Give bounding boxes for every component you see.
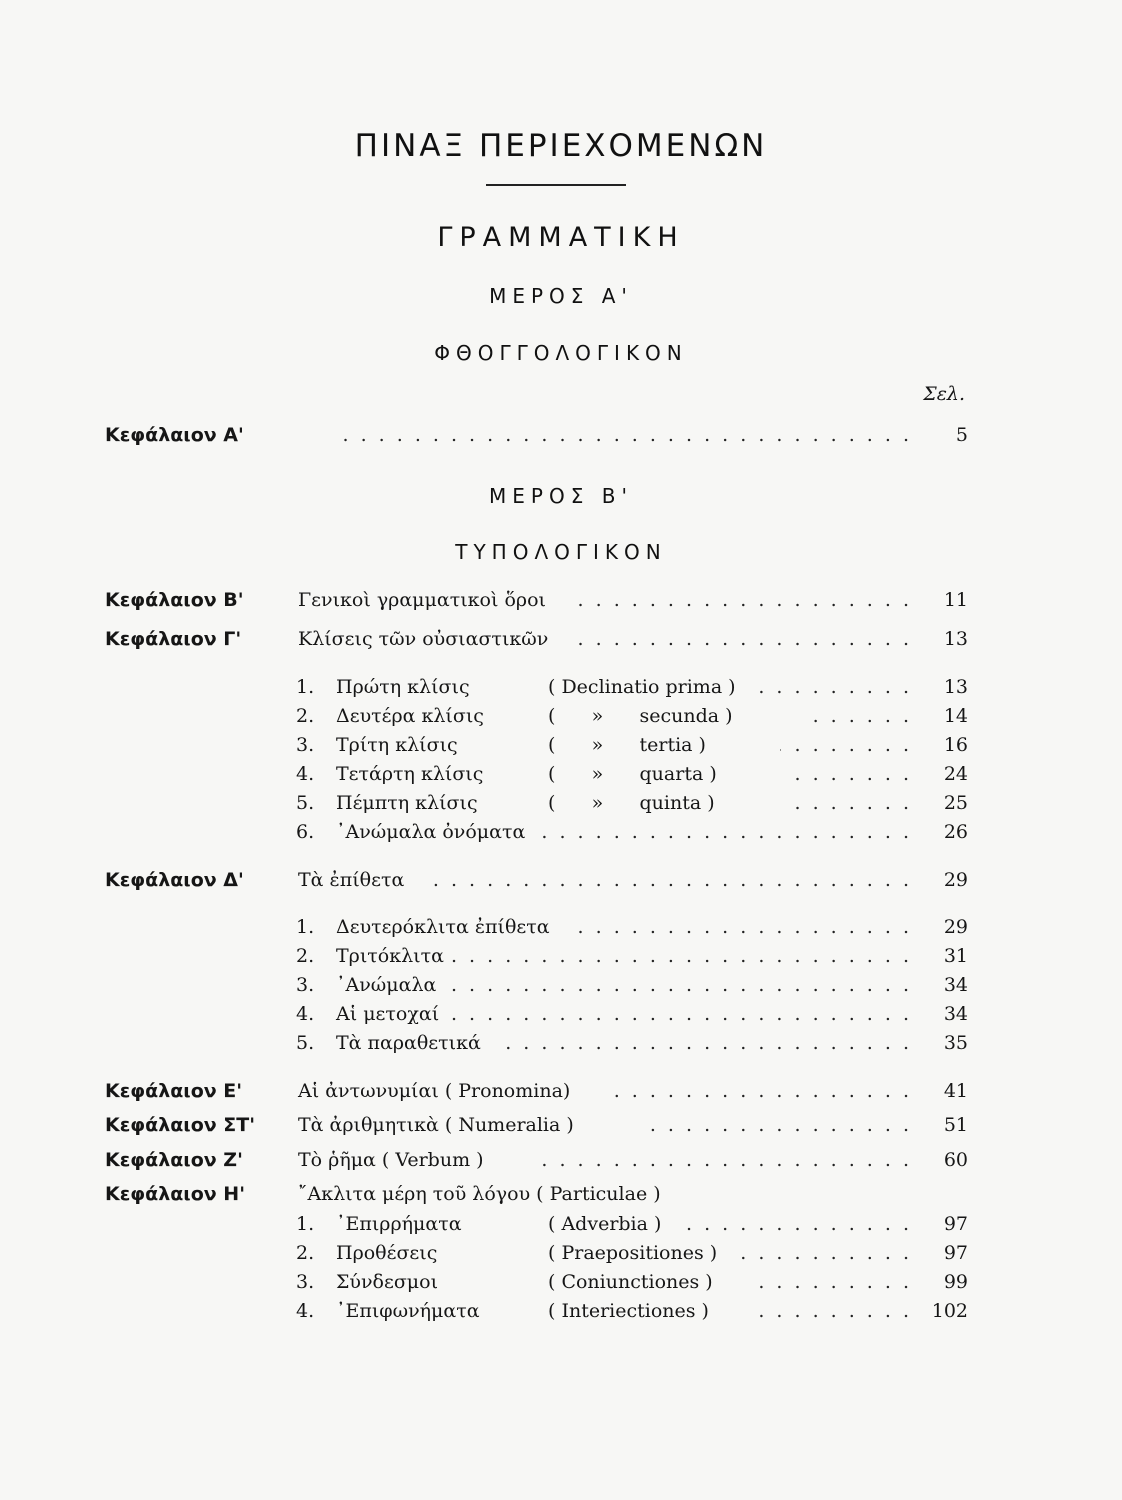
dot-leader — [780, 732, 912, 758]
item-number: 5. — [296, 792, 315, 814]
item-title: Τετάρτη κλίσις — [336, 763, 484, 785]
item-number: 2. — [296, 945, 315, 967]
page-number: 13 — [943, 628, 968, 650]
page-number: 41 — [943, 1080, 968, 1102]
page-number: 97 — [943, 1213, 968, 1235]
latin-term: ( » secunda ) — [548, 705, 733, 727]
toc-subentry[interactable] — [0, 914, 1122, 940]
subsection-heading-phthongologikon: ΦΘΟΓΓΟΛΟΓΙΚΟΝ — [434, 341, 688, 365]
item-number: 6. — [296, 821, 315, 843]
toc-subentry[interactable] — [0, 1240, 1122, 1266]
subsection-heading-typologikon: ΤΥΠΟΛΟΓΙΚΟΝ — [455, 540, 667, 564]
dot-leader — [420, 867, 912, 893]
toc-entry-chapter-d[interactable] — [0, 867, 1122, 893]
chapter-label: Κεφάλαιον Α' — [105, 424, 244, 446]
chapter-title: Τὰ ἀριθμητικὰ ( Numeralia ) — [298, 1114, 574, 1136]
toc-subentry[interactable] — [0, 819, 1122, 845]
dot-leader — [500, 1030, 912, 1056]
item-number: 3. — [296, 974, 315, 996]
toc-entry-chapter-e[interactable] — [0, 1078, 1122, 1104]
page-number: 16 — [943, 734, 968, 756]
page-number: 13 — [943, 676, 968, 698]
toc-subentry[interactable] — [0, 943, 1122, 969]
dot-leader — [574, 587, 912, 613]
page-number: 25 — [943, 792, 968, 814]
page-number: 34 — [943, 974, 968, 996]
latin-term: ( Praepositiones ) — [548, 1242, 718, 1264]
dot-leader — [760, 674, 912, 700]
item-title: Τριτόκλιτα — [336, 945, 444, 967]
chapter-title: Τὸ ῥῆμα ( Verbum ) — [298, 1149, 484, 1171]
toc-entry-chapter-z[interactable] — [0, 1147, 1122, 1173]
chapter-label: Κεφάλαιον Δ' — [105, 869, 244, 891]
latin-term: ( Coniunctiones ) — [548, 1271, 713, 1293]
item-number: 1. — [296, 676, 315, 698]
dot-leader — [745, 1269, 912, 1295]
part-heading-a: ΜΕΡΟΣ Α' — [489, 284, 633, 308]
section-heading-grammar: ΓΡΑΜΜΑΤΙΚΗ — [437, 222, 685, 253]
item-number: 2. — [296, 705, 315, 727]
page-number: 26 — [943, 821, 968, 843]
chapter-label: Κεφάλαιον Ζ' — [105, 1149, 243, 1171]
chapter-title: Κλίσεις τῶν οὐσιαστικῶν — [298, 628, 549, 650]
page-number: 51 — [943, 1114, 968, 1136]
item-number: 4. — [296, 1300, 315, 1322]
dot-leader — [540, 819, 912, 845]
item-title: Πέμπτη κλίσις — [336, 792, 478, 814]
item-number: 4. — [296, 1003, 315, 1025]
page-number: 29 — [943, 869, 968, 891]
chapter-title: Γενικοὶ γραμματικοὶ ὅροι — [298, 589, 546, 611]
page-number: 102 — [931, 1300, 968, 1322]
item-title: ᾿Ανώμαλα — [336, 974, 437, 996]
dot-leader — [790, 761, 912, 787]
toc-subentry[interactable] — [0, 1298, 1122, 1324]
latin-term: ( » tertia ) — [548, 734, 706, 756]
toc-entry-chapter-a[interactable] — [0, 422, 1122, 448]
item-title: ᾿Επιρρήματα — [336, 1213, 462, 1235]
title-underline — [486, 184, 626, 186]
toc-entry-chapter-st[interactable] — [0, 1112, 1122, 1138]
page-number: 29 — [943, 916, 968, 938]
page-number: 34 — [943, 1003, 968, 1025]
page-title: ΠΙΝΑΞ ΠΕΡΙΕΧΟΜΕΝΩΝ — [354, 128, 768, 164]
item-title: Τρίτη κλίσις — [336, 734, 458, 756]
item-number: 5. — [296, 1032, 315, 1054]
toc-subentry[interactable] — [0, 1269, 1122, 1295]
dot-leader — [540, 1147, 912, 1173]
item-title: Σύνδεσμοι — [336, 1271, 439, 1293]
item-title: ᾿Ανώμαλα ὀνόματα — [336, 821, 526, 843]
toc-subentry[interactable] — [0, 1001, 1122, 1027]
item-number: 3. — [296, 1271, 315, 1293]
page-number: 24 — [943, 763, 968, 785]
toc-entry-chapter-h[interactable] — [0, 1181, 1122, 1207]
dot-leader — [680, 1211, 912, 1237]
page-number: 14 — [943, 705, 968, 727]
chapter-label: Κεφάλαιον ΣΤ' — [105, 1114, 256, 1136]
dot-leader — [570, 626, 912, 652]
dot-leader — [740, 1240, 912, 1266]
dot-leader — [745, 1298, 912, 1324]
item-title: Δευτερόκλιτα ἐπίθετα — [336, 916, 550, 938]
latin-term: ( Interiectiones ) — [548, 1300, 709, 1322]
dot-leader — [565, 914, 912, 940]
dot-leader — [445, 972, 912, 998]
dot-leader — [800, 703, 912, 729]
page-number: 99 — [943, 1271, 968, 1293]
item-number: 4. — [296, 763, 315, 785]
page-number: 60 — [943, 1149, 968, 1171]
dot-leader — [600, 1078, 912, 1104]
item-number: 3. — [296, 734, 315, 756]
chapter-label: Κεφάλαιον Η' — [105, 1183, 246, 1205]
dot-leader — [640, 1112, 912, 1138]
item-title: Αἱ μετοχαί — [336, 1003, 440, 1025]
dot-leader — [440, 1001, 912, 1027]
toc-entry-chapter-g[interactable] — [0, 626, 1122, 652]
toc-subentry[interactable] — [0, 1211, 1122, 1237]
item-title: ᾿Επιφωνήματα — [336, 1300, 480, 1322]
toc-subentry[interactable] — [0, 732, 1122, 758]
dot-leader — [790, 790, 912, 816]
part-heading-b: ΜΕΡΟΣ Β' — [489, 484, 633, 508]
item-title: Δευτέρα κλίσις — [336, 705, 484, 727]
latin-term: ( Adverbia ) — [548, 1213, 662, 1235]
chapter-label: Κεφάλαιον Ε' — [105, 1080, 243, 1102]
chapter-title: ῎Ακλιτα μέρη τοῦ λόγου ( Particulae ) — [298, 1183, 661, 1205]
chapter-title: Αἱ ἀντωνυμίαι ( Pronomina) — [298, 1080, 571, 1102]
chapter-label: Κεφάλαιον Γ' — [105, 628, 242, 650]
page-number: 97 — [943, 1242, 968, 1264]
chapter-label: Κεφάλαιον Β' — [105, 589, 244, 611]
page-number: 31 — [943, 945, 968, 967]
latin-term: ( » quarta ) — [548, 763, 717, 785]
toc-subentry[interactable] — [0, 972, 1122, 998]
latin-term: ( Declinatio prima ) — [548, 676, 736, 698]
page-number: 5 — [955, 424, 968, 446]
dot-leader — [450, 943, 912, 969]
item-number: 1. — [296, 1213, 315, 1235]
item-title: Προθέσεις — [336, 1242, 438, 1264]
toc-subentry[interactable] — [0, 761, 1122, 787]
item-number: 1. — [296, 916, 315, 938]
page-number: 11 — [943, 589, 968, 611]
toc-entry-chapter-b[interactable] — [0, 587, 1122, 613]
dot-leader — [330, 422, 912, 448]
item-title: Τὰ παραθετικά — [336, 1032, 481, 1054]
toc-subentry[interactable] — [0, 1030, 1122, 1056]
toc-subentry[interactable] — [0, 703, 1122, 729]
latin-term: ( » quinta ) — [548, 792, 715, 814]
toc-subentry[interactable] — [0, 790, 1122, 816]
item-number: 2. — [296, 1242, 315, 1264]
item-title: Πρώτη κλίσις — [336, 676, 470, 698]
page-column-label: Σελ. — [923, 383, 965, 405]
toc-subentry[interactable] — [0, 674, 1122, 700]
chapter-title: Τὰ ἐπίθετα — [298, 869, 405, 891]
page-number: 35 — [943, 1032, 968, 1054]
